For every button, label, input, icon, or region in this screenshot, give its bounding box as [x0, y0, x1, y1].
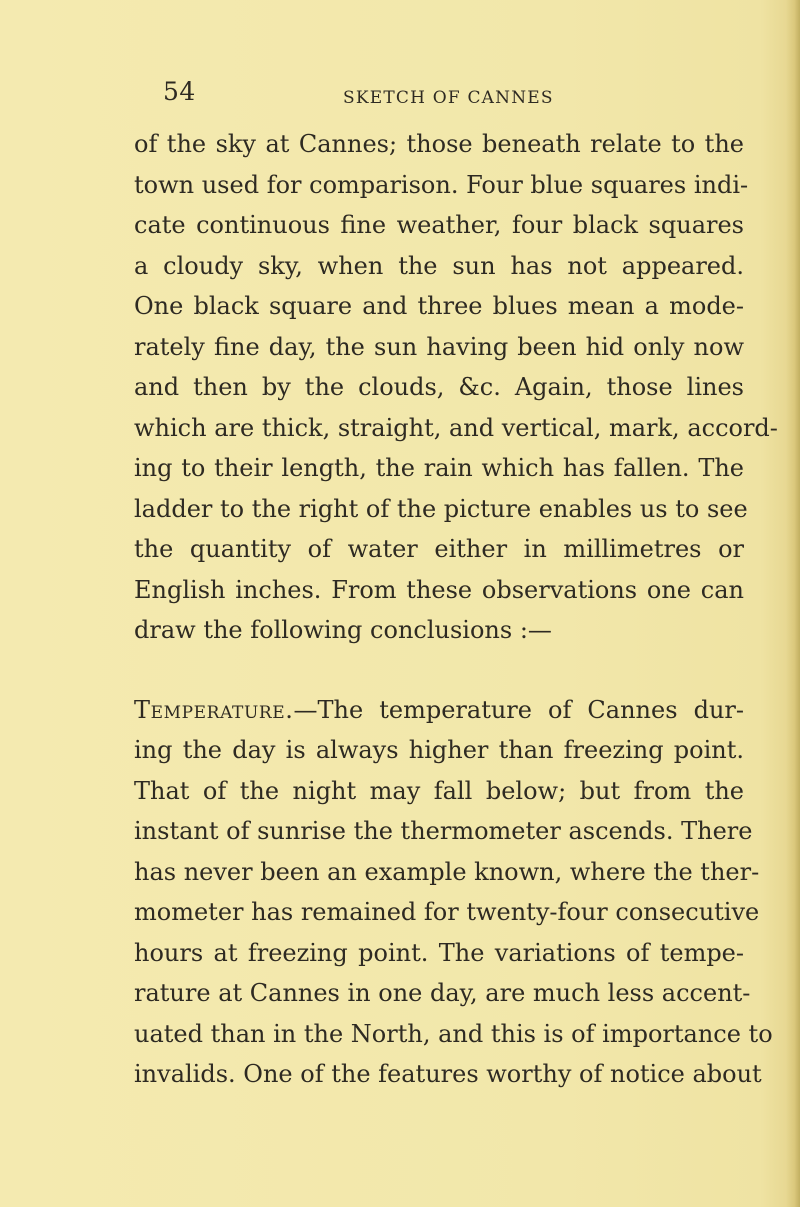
text-line: of the sky at Cannes; those beneath relate to the [134, 130, 744, 158]
text-line: which are thick, straight, and vertical, mark, accord- [134, 413, 778, 442]
paragraph-temperature [134, 690, 773, 1095]
text-line: uated than in the North, and this is of importance to [134, 1019, 773, 1048]
page-edge-shadow [786, 0, 800, 1207]
text-line: and then by the clouds, &c. Again, those lines [134, 373, 744, 401]
paragraph-gap [134, 651, 744, 690]
text-line: rately fine day, the sun having been hid only now [134, 332, 744, 361]
text-line: ladder to the right of the picture enables us to see [134, 494, 748, 523]
text-line: invalids. One of the features worthy of notice about [134, 1060, 762, 1088]
text-line: hours at freezing point. The variations of tempe- [134, 938, 744, 967]
paragraph-conclusions-intro [134, 124, 778, 651]
text-line: mometer has remained for twenty-four consecutive [134, 898, 760, 926]
text-line: draw the following conclusions :— [134, 616, 552, 644]
text-line: has never been an example known, where the ther- [134, 857, 760, 886]
text-line: ing to their length, the rain which has fallen. The [134, 454, 744, 482]
text-line: ing the day is always higher than freezing point. [134, 736, 744, 764]
text-line: town used for comparison. Four blue squares indi- [134, 170, 749, 199]
text-line: the quantity of water either in millimetres or [134, 535, 744, 563]
page-number: 54 [163, 77, 196, 106]
running-title: SKETCH OF CANNES [343, 88, 554, 108]
text-line: One black square and three blues mean a mode- [134, 292, 744, 320]
text-line-rest: —The temperature of Cannes dur- [293, 695, 744, 724]
text-line: That of the night may fall below; but from the [134, 776, 744, 805]
text-line: a cloudy sky, when the sun has not appeared. [134, 251, 744, 280]
text-line: instant of sunrise the thermometer ascends. There [134, 817, 753, 845]
text-line [134, 690, 744, 731]
section-heading-temperature: Temperature. [134, 695, 294, 724]
text-line: English inches. From these observations one can [134, 575, 744, 604]
text-line: rature at Cannes in one day, are much less accent- [134, 979, 751, 1007]
text-line: cate continuous fine weather, four black squares [134, 211, 744, 239]
body-text [134, 124, 778, 1095]
